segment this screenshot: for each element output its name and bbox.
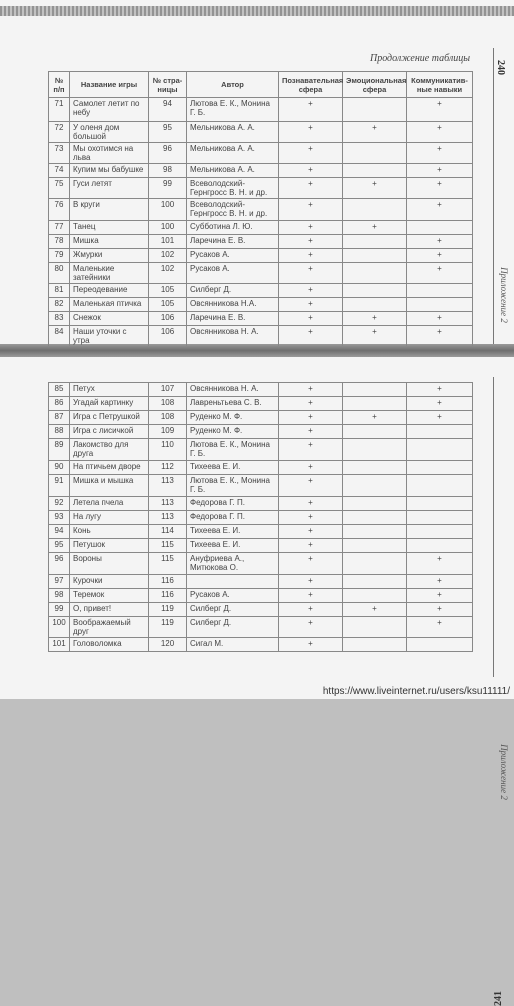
source-watermark: https://www.liveinternet.ru/users/ksu11111/ xyxy=(322,686,510,697)
emotional-mark xyxy=(343,525,407,539)
communicative-mark xyxy=(407,475,473,497)
author-name: Субботина Л. Ю. xyxy=(187,221,279,235)
communicative-mark: + xyxy=(407,397,473,411)
game-name: Теремок xyxy=(70,589,149,603)
page-number: 108 xyxy=(149,411,187,425)
cognitive-mark: + xyxy=(279,575,343,589)
game-name: Маленькие затейники xyxy=(70,263,149,284)
emotional-mark: + xyxy=(343,221,407,235)
author-name: Ануфриева А., Митюкова О. xyxy=(187,553,279,575)
cognitive-mark: + xyxy=(279,525,343,539)
row-number: 72 xyxy=(49,122,70,143)
communicative-mark xyxy=(407,439,473,461)
cognitive-mark: + xyxy=(279,143,343,164)
game-name: Мы охотимся на льва xyxy=(70,143,149,164)
col-page: № стра-ницы xyxy=(149,72,187,98)
continuation-title: Продолжение таблицы xyxy=(369,53,470,64)
emotional-mark xyxy=(343,638,407,652)
page-number: 98 xyxy=(149,164,187,178)
author-name: Всеволодский-Гернгросс В. Н. и др. xyxy=(187,199,279,221)
emotional-mark: + xyxy=(343,411,407,425)
table-row xyxy=(49,411,473,425)
cognitive-mark: + xyxy=(279,284,343,298)
emotional-mark: + xyxy=(343,326,407,347)
col-number: № п/п xyxy=(49,72,70,98)
cognitive-mark: + xyxy=(279,383,343,397)
table-row xyxy=(49,475,473,497)
row-number: 82 xyxy=(49,298,70,312)
cognitive-mark: + xyxy=(279,461,343,475)
side-label-bottom: Приложение 2 xyxy=(499,744,510,800)
table-row xyxy=(49,397,473,411)
table-row xyxy=(49,284,473,298)
cognitive-mark: + xyxy=(279,603,343,617)
game-name: Угадай картинку xyxy=(70,397,149,411)
communicative-mark: + xyxy=(407,603,473,617)
row-number: 81 xyxy=(49,284,70,298)
emotional-mark xyxy=(343,249,407,263)
row-number: 83 xyxy=(49,312,70,326)
emotional-mark xyxy=(343,397,407,411)
communicative-mark: + xyxy=(407,263,473,284)
table-row xyxy=(49,199,473,221)
row-number: 73 xyxy=(49,143,70,164)
communicative-mark: + xyxy=(407,235,473,249)
row-number: 79 xyxy=(49,249,70,263)
emotional-mark xyxy=(343,199,407,221)
page-number: 109 xyxy=(149,425,187,439)
emotional-mark xyxy=(343,589,407,603)
author-name: Всеволодский-Гернгросс В. Н. и др. xyxy=(187,178,279,199)
page-number: 119 xyxy=(149,617,187,638)
communicative-mark: + xyxy=(407,199,473,221)
row-number: 91 xyxy=(49,475,70,497)
games-table-top xyxy=(48,71,473,347)
communicative-mark xyxy=(407,497,473,511)
col-author: Автор xyxy=(187,72,279,98)
page-number: 108 xyxy=(149,397,187,411)
game-name: На птичьем дворе xyxy=(70,461,149,475)
communicative-mark: + xyxy=(407,326,473,347)
side-label-top: Приложение 2 xyxy=(499,267,510,323)
game-name: Гуси летят xyxy=(70,178,149,199)
communicative-mark: + xyxy=(407,164,473,178)
game-name: Переодевание xyxy=(70,284,149,298)
game-name: Лакомство для друга xyxy=(70,439,149,461)
communicative-mark xyxy=(407,425,473,439)
page-number: 114 xyxy=(149,525,187,539)
communicative-mark: + xyxy=(407,143,473,164)
emotional-mark xyxy=(343,235,407,249)
author-name: Лавреньтьева С. В. xyxy=(187,397,279,411)
page-number: 105 xyxy=(149,298,187,312)
table-row xyxy=(49,98,473,122)
page-number-241: 241 xyxy=(493,991,504,1006)
communicative-mark xyxy=(407,638,473,652)
row-number: 98 xyxy=(49,589,70,603)
page-number: 113 xyxy=(149,497,187,511)
game-name: Летела пчела xyxy=(70,497,149,511)
row-number: 97 xyxy=(49,575,70,589)
emotional-mark: + xyxy=(343,122,407,143)
game-name: Наши уточки с утра xyxy=(70,326,149,347)
cognitive-mark: + xyxy=(279,235,343,249)
cognitive-mark: + xyxy=(279,263,343,284)
col-game-name: Название игры xyxy=(70,72,149,98)
page-number: 120 xyxy=(149,638,187,652)
row-number: 95 xyxy=(49,539,70,553)
communicative-mark xyxy=(407,221,473,235)
game-name: Головоломка xyxy=(70,638,149,652)
table-header-row xyxy=(49,72,473,98)
game-name: Самолет летит по небу xyxy=(70,98,149,122)
emotional-mark: + xyxy=(343,178,407,199)
author-name: Овсянникова Н. А. xyxy=(187,326,279,347)
table-row xyxy=(49,439,473,461)
page-edge-strip xyxy=(0,6,514,16)
table-row xyxy=(49,589,473,603)
page-number: 115 xyxy=(149,553,187,575)
row-number: 99 xyxy=(49,603,70,617)
table-row xyxy=(49,164,473,178)
author-name: Русаков А. xyxy=(187,589,279,603)
page-number: 116 xyxy=(149,575,187,589)
page-number: 112 xyxy=(149,461,187,475)
game-name: Игра с Петрушкой xyxy=(70,411,149,425)
table-row xyxy=(49,511,473,525)
table-row xyxy=(49,221,473,235)
game-name: О, привет! xyxy=(70,603,149,617)
emotional-mark xyxy=(343,553,407,575)
row-number: 78 xyxy=(49,235,70,249)
communicative-mark xyxy=(407,461,473,475)
table-row xyxy=(49,497,473,511)
cognitive-mark: + xyxy=(279,178,343,199)
cognitive-mark: + xyxy=(279,397,343,411)
author-name: Силберг Д. xyxy=(187,284,279,298)
cognitive-mark: + xyxy=(279,617,343,638)
game-name: Петушок xyxy=(70,539,149,553)
author-name: Лютова Е. К., Монина Г. Б. xyxy=(187,98,279,122)
communicative-mark: + xyxy=(407,575,473,589)
author-name: Мельникова А. А. xyxy=(187,122,279,143)
author-name: Силберг Д. xyxy=(187,617,279,638)
page-number: 101 xyxy=(149,235,187,249)
table-row xyxy=(49,143,473,164)
communicative-mark: + xyxy=(407,411,473,425)
emotional-mark xyxy=(343,164,407,178)
author-name: Ларечина Е. В. xyxy=(187,312,279,326)
emotional-mark: + xyxy=(343,603,407,617)
author-name: Русаков А. xyxy=(187,249,279,263)
row-number: 100 xyxy=(49,617,70,638)
author-name: Русаков А. xyxy=(187,263,279,284)
game-name: Петух xyxy=(70,383,149,397)
author-name: Овсянникова Н. А. xyxy=(187,383,279,397)
cognitive-mark: + xyxy=(279,164,343,178)
cognitive-mark: + xyxy=(279,326,343,347)
communicative-mark xyxy=(407,298,473,312)
cognitive-mark: + xyxy=(279,511,343,525)
emotional-mark xyxy=(343,98,407,122)
col-emotional: Эмоциональная сфера xyxy=(343,72,407,98)
emotional-mark xyxy=(343,143,407,164)
cognitive-mark: + xyxy=(279,497,343,511)
page-number: 110 xyxy=(149,439,187,461)
table-row xyxy=(49,249,473,263)
row-number: 87 xyxy=(49,411,70,425)
cognitive-mark: + xyxy=(279,249,343,263)
row-number: 96 xyxy=(49,553,70,575)
emotional-mark xyxy=(343,511,407,525)
page-number: 99 xyxy=(149,178,187,199)
emotional-mark xyxy=(343,617,407,638)
row-number: 77 xyxy=(49,221,70,235)
cognitive-mark: + xyxy=(279,221,343,235)
emotional-mark xyxy=(343,263,407,284)
communicative-mark xyxy=(407,511,473,525)
col-communicative: Коммуникатив-ные навыки xyxy=(407,72,473,98)
page-number: 113 xyxy=(149,475,187,497)
page-number: 105 xyxy=(149,284,187,298)
page-number: 102 xyxy=(149,249,187,263)
table-row xyxy=(49,235,473,249)
table-row xyxy=(49,575,473,589)
author-name: Федорова Г. П. xyxy=(187,511,279,525)
game-name: Мишка и мышка xyxy=(70,475,149,497)
author-name: Силберг Д. xyxy=(187,603,279,617)
communicative-mark: + xyxy=(407,589,473,603)
game-name: Танец xyxy=(70,221,149,235)
game-name: В круги xyxy=(70,199,149,221)
author-name: Федорова Г. П. xyxy=(187,497,279,511)
table-row xyxy=(49,539,473,553)
game-name: Воображаемый друг xyxy=(70,617,149,638)
page-number: 94 xyxy=(149,98,187,122)
game-name: Снежок xyxy=(70,312,149,326)
game-name: Жмурки xyxy=(70,249,149,263)
row-number: 74 xyxy=(49,164,70,178)
cognitive-mark: + xyxy=(279,199,343,221)
row-number: 80 xyxy=(49,263,70,284)
cognitive-mark: + xyxy=(279,638,343,652)
row-number: 71 xyxy=(49,98,70,122)
table-row xyxy=(49,122,473,143)
author-name: Овсянникова Н.А. xyxy=(187,298,279,312)
emotional-mark xyxy=(343,497,407,511)
page-number: 113 xyxy=(149,511,187,525)
communicative-mark: + xyxy=(407,383,473,397)
emotional-mark: + xyxy=(343,312,407,326)
game-name: У оленя дом большой xyxy=(70,122,149,143)
cognitive-mark: + xyxy=(279,298,343,312)
table-row xyxy=(49,461,473,475)
game-name: Конь xyxy=(70,525,149,539)
table-row xyxy=(49,603,473,617)
page-number: 106 xyxy=(149,312,187,326)
row-number: 101 xyxy=(49,638,70,652)
page-number: 100 xyxy=(149,221,187,235)
author-name: Руденко М. Ф. xyxy=(187,411,279,425)
table-row xyxy=(49,617,473,638)
emotional-mark xyxy=(343,539,407,553)
row-number: 89 xyxy=(49,439,70,461)
cognitive-mark: + xyxy=(279,312,343,326)
author-name: Лютова Е. К., Монина Г. Б. xyxy=(187,475,279,497)
emotional-mark xyxy=(343,383,407,397)
author-name: Ларечина Е. В. xyxy=(187,235,279,249)
game-name: Курочки xyxy=(70,575,149,589)
row-number: 92 xyxy=(49,497,70,511)
author-name: Лютова Е. К., Монина Г. Б. xyxy=(187,439,279,461)
emotional-mark xyxy=(343,575,407,589)
cognitive-mark: + xyxy=(279,425,343,439)
page-number: 106 xyxy=(149,326,187,347)
page-number: 96 xyxy=(149,143,187,164)
cognitive-mark: + xyxy=(279,589,343,603)
row-number: 75 xyxy=(49,178,70,199)
communicative-mark xyxy=(407,284,473,298)
row-number: 86 xyxy=(49,397,70,411)
author-name: Тихеева Е. И. xyxy=(187,461,279,475)
emotional-mark xyxy=(343,461,407,475)
row-number: 76 xyxy=(49,199,70,221)
table-row xyxy=(49,178,473,199)
page-number: 119 xyxy=(149,603,187,617)
cognitive-mark: + xyxy=(279,553,343,575)
communicative-mark: + xyxy=(407,178,473,199)
row-number: 84 xyxy=(49,326,70,347)
game-name: Маленькая птичка xyxy=(70,298,149,312)
author-name: Тихеева Е. И. xyxy=(187,539,279,553)
col-cognitive: Познавательная сфера xyxy=(279,72,343,98)
cognitive-mark: + xyxy=(279,122,343,143)
communicative-mark: + xyxy=(407,249,473,263)
row-number: 93 xyxy=(49,511,70,525)
page-number: 115 xyxy=(149,539,187,553)
page-number: 102 xyxy=(149,263,187,284)
page-number: 107 xyxy=(149,383,187,397)
table-row xyxy=(49,383,473,397)
cognitive-mark: + xyxy=(279,439,343,461)
communicative-mark: + xyxy=(407,122,473,143)
cognitive-mark: + xyxy=(279,411,343,425)
author-name: Сигал М. xyxy=(187,638,279,652)
table-row xyxy=(49,553,473,575)
emotional-mark xyxy=(343,439,407,461)
table-row xyxy=(49,326,473,347)
page-number-240: 240 xyxy=(495,60,506,75)
table-row xyxy=(49,263,473,284)
row-number: 90 xyxy=(49,461,70,475)
game-name: Вороны xyxy=(70,553,149,575)
table-row xyxy=(49,312,473,326)
page-number: 100 xyxy=(149,199,187,221)
row-number: 94 xyxy=(49,525,70,539)
communicative-mark: + xyxy=(407,617,473,638)
row-number: 85 xyxy=(49,383,70,397)
margin-rule xyxy=(493,48,494,344)
communicative-mark xyxy=(407,525,473,539)
cognitive-mark: + xyxy=(279,539,343,553)
page-number: 95 xyxy=(149,122,187,143)
author-name: Тихеева Е. И. xyxy=(187,525,279,539)
row-number: 88 xyxy=(49,425,70,439)
author-name: Мельникова А. А. xyxy=(187,164,279,178)
author-name: Руденко М. Ф. xyxy=(187,425,279,439)
communicative-mark xyxy=(407,539,473,553)
emotional-mark xyxy=(343,425,407,439)
page-number: 116 xyxy=(149,589,187,603)
emotional-mark xyxy=(343,298,407,312)
communicative-mark: + xyxy=(407,553,473,575)
margin-rule xyxy=(493,377,494,677)
author-name xyxy=(187,575,279,589)
games-table-bottom xyxy=(48,382,473,652)
table-row xyxy=(49,638,473,652)
table-row xyxy=(49,298,473,312)
communicative-mark: + xyxy=(407,98,473,122)
cognitive-mark: + xyxy=(279,475,343,497)
communicative-mark: + xyxy=(407,312,473,326)
table-row xyxy=(49,425,473,439)
emotional-mark xyxy=(343,475,407,497)
game-name: Купим мы бабушке xyxy=(70,164,149,178)
game-name: Мишка xyxy=(70,235,149,249)
table-row xyxy=(49,525,473,539)
game-name: На лугу xyxy=(70,511,149,525)
cognitive-mark: + xyxy=(279,98,343,122)
emotional-mark xyxy=(343,284,407,298)
game-name: Игра с лисичкой xyxy=(70,425,149,439)
author-name: Мельникова А. А. xyxy=(187,143,279,164)
